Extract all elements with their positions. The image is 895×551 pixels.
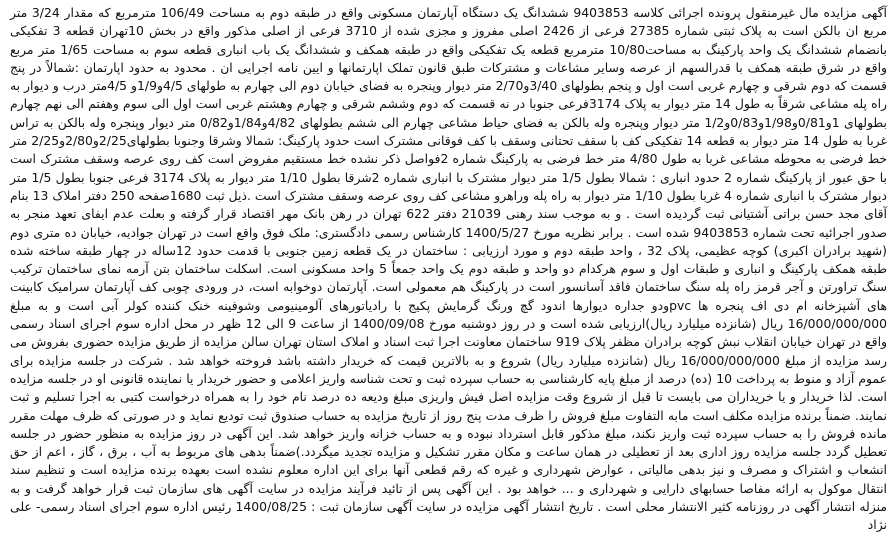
auction-notice-text: آگهی مزایده مال غیرمنقول پرونده اجرائی کلاسه 9403853 ششدانگ یک دستگاه آپارتمان مسکونی واقع در طبقه دوم به مساحت 106/49 مترمربع که مقدار 3/24 متر مربع ان بالکن است به پلاک ثبتی شماره 27385 فرعی از 2426 اصلی مفروز و مجزی شده از 3710 فرعی از اصلی مذکور واقع در بخش 10تهران قطعه 3 تفکیکی بانضمام ششدانگ یک واحد پارکینگ به مساحت10/80 مترمربع قطعه یک تفکیکی واقع در طبقه همکف و ششدانگ یک باب انباری قطعه سوم به مساحت 1/65 متر مربع واقع در شرق طبقه همکف با قدرالسهم از عرصه وسایر مشاعات و مشترکات طبق قانون تملک اپارتمانها و ایین نامه اجرایی ان . محدود به حدود اپارتمان :شمالاً در پنج قسمت که دوم شرقی و چهارم غربی است اول و پنجم بطولهای 3/40و2/70 متر دیوار وپنجره به فضای خیابان دوم الی چهارم به طولهای 4/5و1/9و 4/5متر درب و دیوار به راه پله مشاعی شرقاً به طول 14 متر دیوار به پلاک 3174فرعی جنوبا در نه قسمت که دوم وششم شرقی و چهارم وهشتم غربی است اول الی سوم وهفتم الی نهم چهارم بطولهای 1و0/81و1/98و0/83و1/2 متر دیوار وپنجره وله بالکن به فضای حیاط مشاعی چهارم الی ششم بطولهای 4/82و1/84و0/82 متر دیوار وپنجره وله بالکن به تراس غربا به طول 14 متر دیوار به قطعه 14 تفکیکی کف با سقف تحتانی وسقف با کف فوقانی مشترک است حدود پارکینگ: شمالا وشرقا وجنوبا بطولهای2/25و2/80و2/25 متر خط فرضی به محوطه مشاعی غربا به طول 4/80 متر خط فرضی به پارکینگ شماره 2فواصل ذکر نشده خط مستقیم مفروض است کف روی عرصه وسقف مشترک است با حق عبور از پارکینگ شماره 2 حدود انباری : شمالا بطول 1/5 متر دیوار مشترک با انباری شماره 2شرقا بطول 1/10 متر دیوار به پلاک 3174 فرعی جنوبا بطول 1/5 متر دیوار مشترک با انباری شماره 4 غربا بطول 1/10 متر دیوار به راه پله وراهرو مشاعی کف روی عرصه وسقف مشترک است .ذیل ثبت 1680صفحه 250 دفتر املاک 13 بنام آقای مجد حسن براتی آشتیانی ثبت گردیده است . و به موجب سند رهنی 21039 دفتر 622 تهران در رهن بانک مهر اقتصاد قرار گرفته و بعلت عدم ایفای تعهد منجر به صدور اجرائیه تحت شماره 9403853 شده است . برابر نظریه مورخ 1400/5/27 کارشناس رسمی دادگستری: ملک فوق واقع است در تهران جوادیه، خیابان ده متری دوم (شهید برادران اکبری) کوچه عظیمی، پلاک 32 ، واحد طبقه دوم و مورد ارزیابی : ساختمان در یک قطعه زمین جنوبی با قدمت حدود 12ساله در چهار طبقه ساخته شده طبقه همکف پارکینگ و انباری و طبقات اول و سوم هرکدام دو واحد و طبقه دوم یک واحد جمعاً 5 واحد مسکونی است. اسکلت ساختمان بتن آرمه نمای ساختمان ترکیب سنگ تراورتن و آجر قرمز راه پله سنگ ساختمان فاقد آسانسور است در پارکینگ هم معمولی است. آپارتمان دوخوابه است، در ورودی چوبی کف آپارتمان سرامیک کابینت های آشپزخانه ام دی اف پنجره ها pvcودو جداره دیوارها اندود گچ ورنگ گرمایش پکیج با رادیاتورهای آلومینیومی وشوفینه خنک کننده کولر آبی است و به مبلغ 16/000/000/000 ریال (شانزده میلیارد ریال)ارزیابی شده است و در روز دوشنبه مورخ 1400/09/08 از ساعت 9 الی 12 ظهر در محل اداره سوم اجرای اسناد رسمی واقع در تهران خیابان انقلاب نبش کوچه برادران مظفر پلاک 919 ساختمان معاونت اجرا ثبت اسناد و املاک استان تهران سالن مزایده از طریق مزایده حضوری بفروش می رسد مزایده از مبلغ 16/000/000/000 ریال (شانزده میلیارد ریال) شروع و به بالاترین قیمت که خریدار داشته باشد فروخته خواهد شد . شرکت در جلسه مزایده برای عموم آزاد و منوط به پرداخت 10 (ده) درصد از مبلغ پایه کارشناسی به حساب سپرده ثبت و تحت شناسه واریز اعلامی و حضور خریدار یا نماینده قانونی او در جلسه مزایده است. لذا خریدار و یا خریداران می بایست تا قبل از شروع وقت مزایده اصل فیش واریزی مبلغ ودیعه ده درصد نام خود را به همراه درخواست کتبی به اجرا تسلیم و ثبت نمایند. ضمناً برنده مزایده مکلف است مابه التفاوت مبلغ فروش را ظرف مدت پنج روز از تاریخ مزایده به حساب صندوق ثبت تودیع نماید و در صورتی که ظرف مهلت مقرر مانده فروش را به حساب سپرده ثبت واریز نکند، مبلغ مذکور قابل استرداد نبوده و به حساب خزانه واریز خواهد شد. این آگهی در روز مزایده به منظور حضور در جلسه تعطیل گردد جلسه مزایده روز اداری بعد از تعطیلی در همان ساعت و مکان مقرر تشکیل و مزایده تجدید میگردد.)ضمناً بدهی های مربوط به آب ، برق ، گاز ، اعم از حق انشعاب و اشتراک و مصرف و نیز بدهی مالیاتی ، عوارض شهرداری و غیره که رقم قطعی آنها برای این اداره معلوم نشده است بعهده برنده مزایده است و تنظیم سند انتقال موکول به ارائه مفاصا حسابهای دارایی و شهرداری و ... خواهد بود . این آگهی پس از تائید فرآیند مزایده در سایت آگهی های سازمان ثبت قرار خواهد گرفت و به منزله انتشار آگهی در روزنامه کثیر الانتشار محلی است . تاریخ انتشار آگهی مزایده در سایت آگهی سازمان ثبت : 1400/08/25 رئیس اداره سوم اجرای اسناد رسمی- علی نژاد (10, 5, 888, 533)
